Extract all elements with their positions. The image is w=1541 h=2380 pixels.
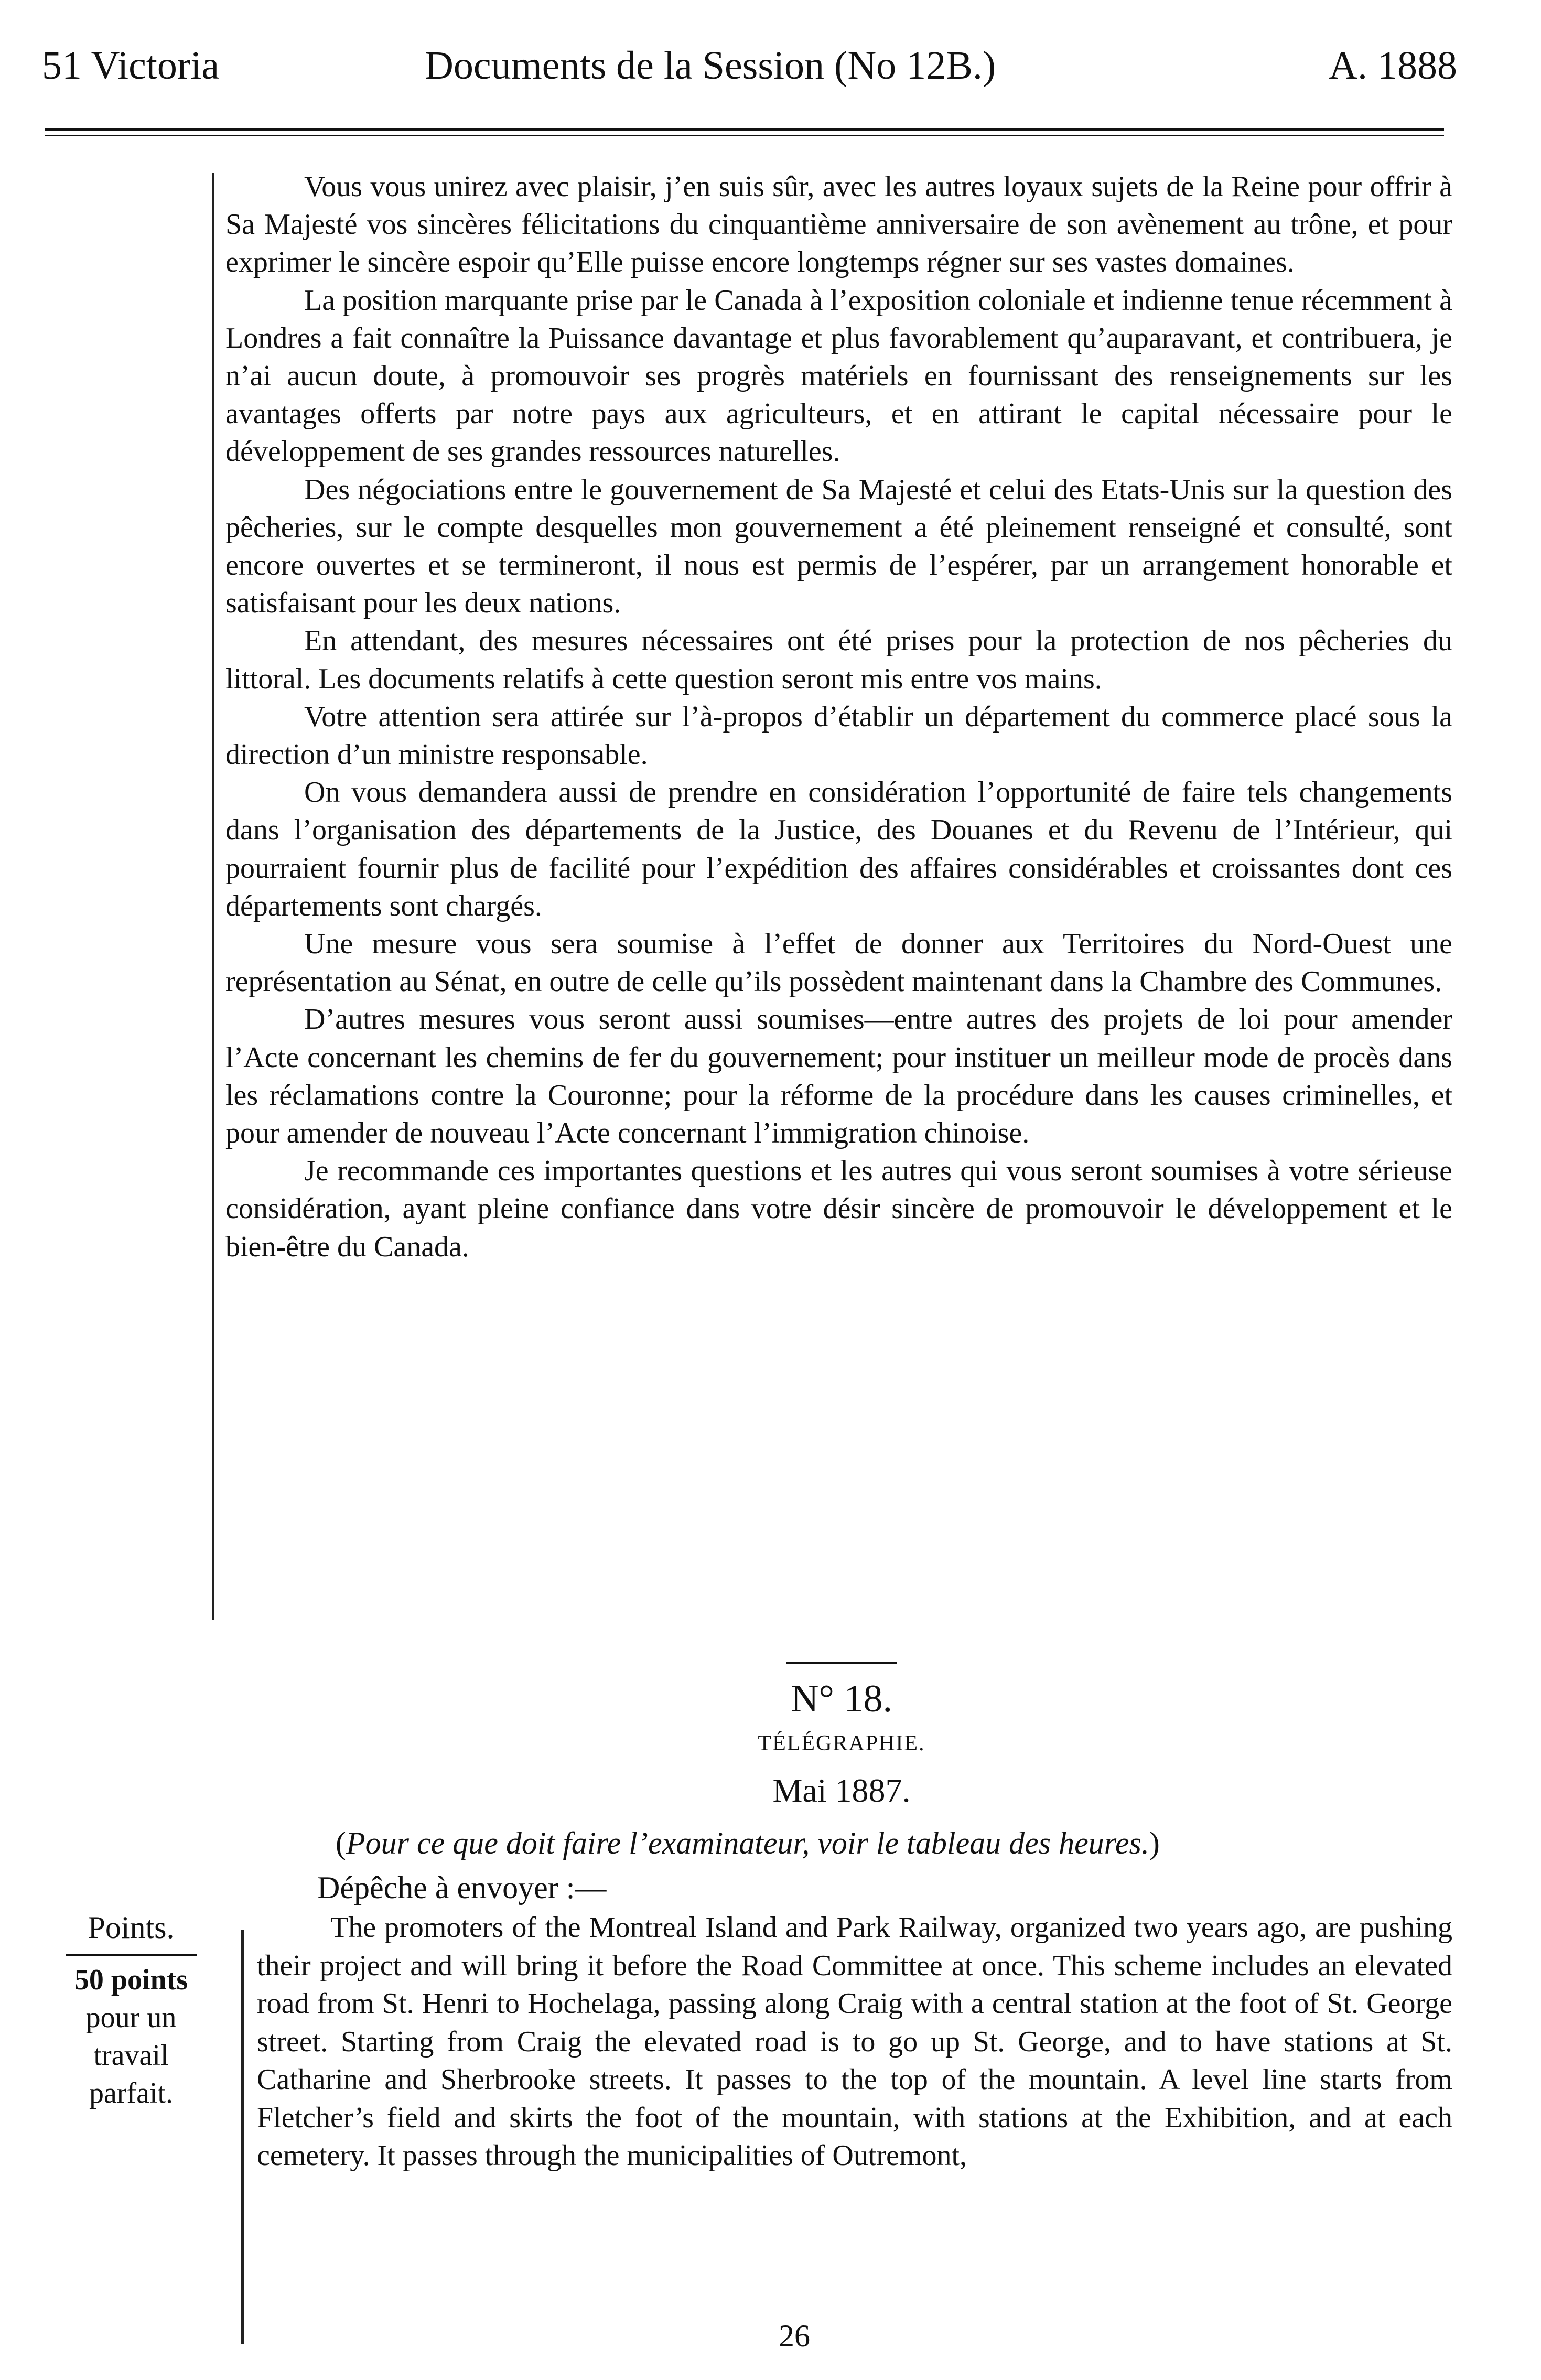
header-rule-bottom: [45, 135, 1444, 136]
telegram-text-block: [257, 1909, 1452, 2175]
header-rule-top: [45, 128, 1444, 131]
points-line: parfait.: [89, 2077, 174, 2109]
points-line: travail: [93, 2039, 169, 2072]
speech-paragraph: En attendant, des mesures nécessaires ont été prises pour la protection de nos pêcheries du littoral. Les documents relatifs à cette question seront mis entre vos mains.: [225, 624, 1452, 695]
section-divider: [786, 1662, 897, 1664]
speech-paragraph: Je recommande ces importantes questions et les autres qui vous seront soumises à votre sérieuse considération, ayant pleine confiance dans votre désir sincère de promouvoir le développement et le bien-être du Canada.: [225, 1155, 1452, 1263]
points-rule: [66, 1954, 197, 1956]
telegram-paragraph: The promoters of the Montreal Island and Park Railway, organized two years ago, are pushing their project and will bring it before the Road Committee at once. This scheme includes an elevated road from St. Henri to Hochelaga, passing along Craig with a central station at the foot of St. George street. Starting from Craig the elevated road is to go up St. George, and to have stations at St. Catharine and Sherbrooke streets. It passes to the top of the mountain. A level line starts from Fletcher’s field and skirts the foot of the mountain, with stations at the Exhibition, and at each cemetery. It passes through the municipalities of Outremont,: [257, 1911, 1452, 2172]
examiner-note: [336, 1822, 1160, 1864]
running-header: [42, 42, 1457, 89]
note-open-paren: (: [336, 1826, 346, 1860]
speech-text-block: [225, 168, 1452, 1266]
header-year: A. 1888: [1329, 44, 1457, 88]
section-number: N° 18.: [790, 1677, 893, 1720]
speech-paragraph: Votre attention sera attirée sur l’à-propos d’établir un département du commerce placé sous la direction d’un ministre responsable.: [225, 700, 1452, 771]
page-number: 26: [779, 2319, 810, 2353]
header-title: Documents de la Session (No 12B.): [425, 44, 996, 88]
speech-paragraph: Vous vous unirez avec plaisir, j’en suis sûr, avec les autres loyaux sujets de la Reine pour offrir à Sa Majesté vos sincères félicitations du cinquantième anniversaire de son avènement au trône, et pour exprimer le sincère espoir qu’Elle puisse encore longtemps régner sur ses vastes domaines.: [225, 170, 1452, 279]
dispatch-label: Dépêche à envoyer :—: [317, 1870, 607, 1905]
note-text: Pour ce que doit faire l’examinateur, voir le tableau des heures.: [346, 1826, 1149, 1860]
speech-margin-bar: [212, 173, 214, 1620]
speech-paragraph: La position marquante prise par le Canada à l’exposition coloniale et indienne tenue récemment à Londres a fait connaître la Puissance davantage et plus favorablement qu’auparavant, et contribuera, je n’ai aucun doute, à promouvoir ses progrès matériels en fournissant des renseignements sur les avantages offerts par notre pays aux agriculteurs, et en attirant le capital nécessaire pour le développement de ses grandes ressources naturelles.: [225, 284, 1452, 468]
points-box: [37, 1961, 225, 2112]
points-value: 50 points: [74, 1964, 188, 1996]
speech-paragraph: On vous demandera aussi de prendre en considération l’opportunité de faire tels changements dans l’organisation des départements de la Justice, des Douanes et du Revenu de l’Intérieur, qui pourraient fournir plus de facilité pour l’expédition des affaires considérables et croissantes dont ces départements sont chargés.: [225, 776, 1452, 922]
points-column: [37, 1909, 225, 2112]
note-close-paren: ): [1149, 1826, 1160, 1860]
header-left: 51 Victoria: [42, 44, 220, 88]
section-title: TÉLÉGRAPHIE.: [758, 1731, 925, 1756]
speech-paragraph: Des négociations entre le gouvernement de Sa Majesté et celui des Etats-Unis sur la question des pêcheries, sur le compte desquelles mon gouvernement a été pleinement renseigné et consulté, sont encore ouvertes et se termineront, il nous est permis de l’espérer, par un arrangement honorable et satisfaisant pour les deux nations.: [225, 473, 1452, 620]
speech-paragraph: D’autres mesures vous seront aussi soumises—entre autres des projets de loi pour amender l’Acte concernant les chemins de fer du gouvernement; pour instituer un meilleur mode de procès dans les réclamations contre la Couronne; pour la réforme de la procédure dans les causes criminelles, et pour amender de nouveau l’Acte concernant l’immigration chinoise.: [225, 1003, 1452, 1150]
telegram-margin-bar: [241, 1930, 244, 2344]
points-line: pour un: [85, 2001, 177, 2034]
points-header: Points.: [88, 1910, 175, 1945]
speech-paragraph: Une mesure vous sera soumise à l’effet de donner aux Territoires du Nord-Ouest une représentation au Sénat, en outre de celle qu’ils possèdent maintenant dans la Chambre des Communes.: [225, 928, 1452, 998]
section-date: Mai 1887.: [772, 1772, 911, 1809]
